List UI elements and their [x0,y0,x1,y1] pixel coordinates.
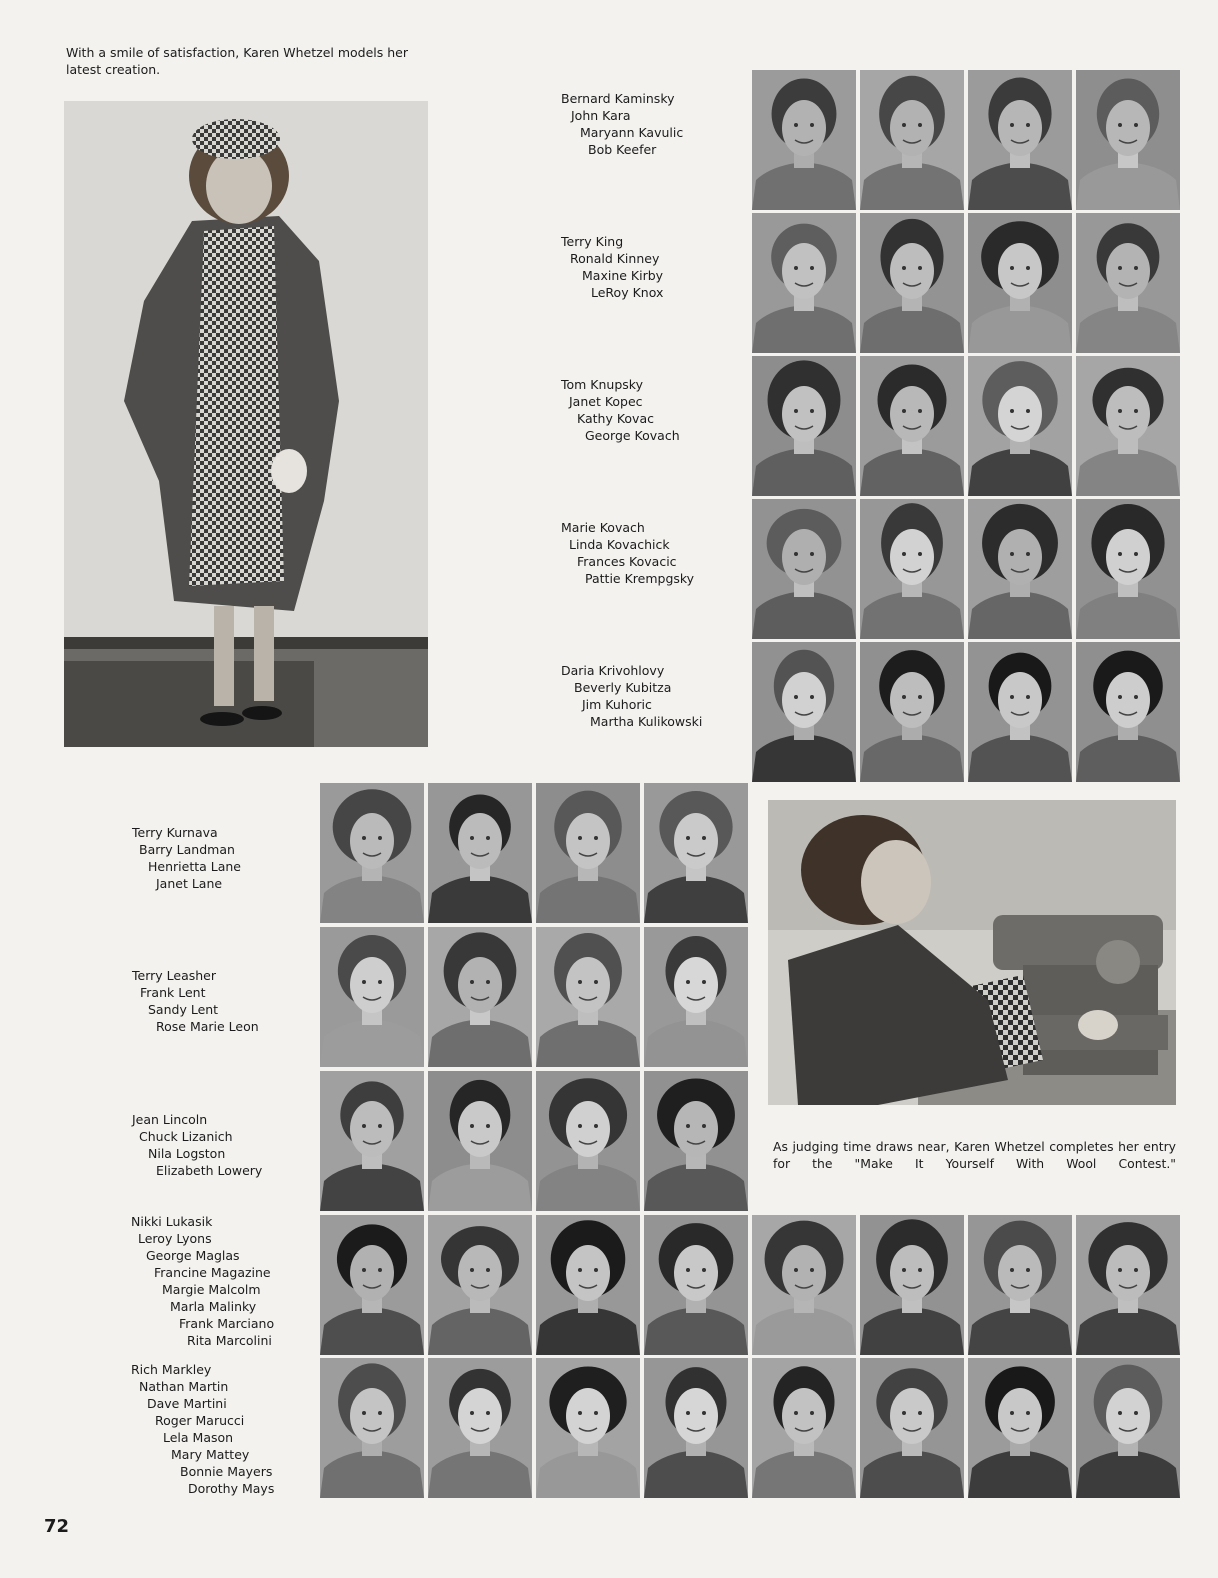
student-name: Jean Lincoln [132,1112,208,1127]
student-portrait [428,1215,532,1355]
student-name: Pattie Krempgsky [585,571,695,586]
student-portrait [428,1358,532,1498]
student-portrait [644,783,748,923]
student-portrait [752,1215,856,1355]
student-portrait [320,1215,424,1355]
student-portrait [860,499,964,639]
student-portrait [860,1358,964,1498]
student-name: Mary Mattey [171,1447,250,1462]
name-list-row-2 [561,233,663,301]
student-name: Rose Marie Leon [156,1019,259,1034]
student-portrait [428,783,532,923]
student-portrait [968,1215,1072,1355]
student-name: Elizabeth Lowery [156,1163,263,1178]
name-list-row-8 [132,1111,262,1179]
student-portrait [860,642,964,782]
name-list-row-1 [561,90,683,158]
student-portrait [320,1071,424,1211]
student-portrait [428,1071,532,1211]
student-portrait [644,1358,748,1498]
student-name: Daria Krivohlovy [561,663,665,678]
student-name: Lela Mason [163,1430,234,1445]
photo-karen-modeling [64,101,428,747]
student-portrait [968,70,1072,210]
student-name: Marla Malinky [170,1299,257,1314]
student-portrait [320,927,424,1067]
student-portrait [860,70,964,210]
student-name: Maryann Kavulic [580,125,684,140]
student-portrait [752,642,856,782]
student-portrait [752,356,856,496]
student-name: Beverly Kubitza [574,680,672,695]
name-list-row-3 [561,376,680,444]
student-name: Margie Malcolm [162,1282,261,1297]
student-name: Jim Kuhoric [582,697,652,712]
portrait-row-10 [320,1358,1180,1498]
portrait-row-1 [752,70,1180,210]
student-portrait [1076,499,1180,639]
student-portrait [752,213,856,353]
name-list-row-10 [131,1361,274,1497]
student-portrait [644,927,748,1067]
portrait-row-4 [752,499,1180,639]
student-portrait [320,783,424,923]
student-name: Terry Leasher [132,968,216,983]
student-portrait [536,783,640,923]
student-name: Rich Markley [131,1362,212,1377]
student-name: Frank Lent [140,985,206,1000]
student-name: George Maglas [146,1248,240,1263]
student-name: Chuck Lizanich [139,1129,233,1144]
student-name: Nikki Lukasik [131,1214,213,1229]
caption-karen-sewing: As judging time draws near, Karen Whetzel completes her entry for the "Make It Yourself With Wool Contest." [773,1139,1176,1171]
portrait-row-7 [320,927,748,1067]
student-name: Dave Martini [147,1396,227,1411]
caption-karen-model: With a smile of satisfaction, Karen Whetzel models her latest creation. [66,45,409,77]
student-name: Ronald Kinney [570,251,660,266]
student-portrait [1076,356,1180,496]
photo-karen-sewing [768,800,1176,1105]
student-name: Bernard Kaminsky [561,91,675,106]
name-list-row-4 [561,519,694,587]
student-name: Frank Marciano [179,1316,275,1331]
student-portrait [1076,642,1180,782]
student-portrait [536,1071,640,1211]
student-name: Nathan Martin [139,1379,229,1394]
student-name: Maxine Kirby [582,268,664,283]
student-portrait [968,499,1072,639]
student-name: Rita Marcolini [187,1333,272,1348]
student-name: Bob Keefer [588,142,657,157]
student-name: Martha Kulikowski [590,714,703,729]
student-portrait [968,1358,1072,1498]
student-name: Tom Knupsky [561,377,643,392]
student-name: George Kovach [585,428,680,443]
portrait-row-2 [752,213,1180,353]
student-name: Janet Kopec [569,394,643,409]
student-name: Barry Landman [139,842,235,857]
student-name: Terry King [561,234,624,249]
student-portrait [752,499,856,639]
student-portrait [428,927,532,1067]
student-name: Terry Kurnava [132,825,218,840]
student-portrait [536,1215,640,1355]
student-portrait [860,356,964,496]
student-portrait [536,1358,640,1498]
student-name: Marie Kovach [561,520,645,535]
student-name: Sandy Lent [148,1002,219,1017]
student-portrait [1076,1215,1180,1355]
student-portrait [860,1215,964,1355]
portrait-row-6 [320,783,748,923]
student-name: Dorothy Mays [188,1481,275,1496]
student-portrait [320,1358,424,1498]
student-name: LeRoy Knox [591,285,664,300]
student-name: Bonnie Mayers [180,1464,273,1479]
student-name: John Kara [571,108,631,123]
student-portrait [752,1358,856,1498]
student-name: Janet Lane [156,876,223,891]
portrait-row-3 [752,356,1180,496]
student-portrait [860,213,964,353]
student-name: Kathy Kovac [577,411,654,426]
student-portrait [1076,1358,1180,1498]
name-list-row-7 [132,967,259,1035]
student-portrait [752,70,856,210]
name-list-row-6 [132,824,241,892]
portrait-row-9 [320,1215,1180,1355]
student-portrait [1076,213,1180,353]
portrait-row-5 [752,642,1180,782]
name-list-row-9 [131,1213,274,1349]
student-name: Nila Logston [148,1146,226,1161]
student-name: Roger Marucci [155,1413,245,1428]
name-list-row-5 [561,662,702,730]
student-name: Linda Kovachick [569,537,670,552]
page-number: 72 [44,1516,70,1537]
student-portrait [536,927,640,1067]
portrait-row-8 [320,1071,748,1211]
student-portrait [968,213,1072,353]
student-name: Henrietta Lane [148,859,241,874]
student-name: Frances Kovacic [577,554,677,569]
student-name: Francine Magazine [154,1265,271,1280]
student-name: Leroy Lyons [138,1231,212,1246]
student-portrait [1076,70,1180,210]
student-portrait [644,1215,748,1355]
student-portrait [968,642,1072,782]
student-portrait [644,1071,748,1211]
student-portrait [968,356,1072,496]
